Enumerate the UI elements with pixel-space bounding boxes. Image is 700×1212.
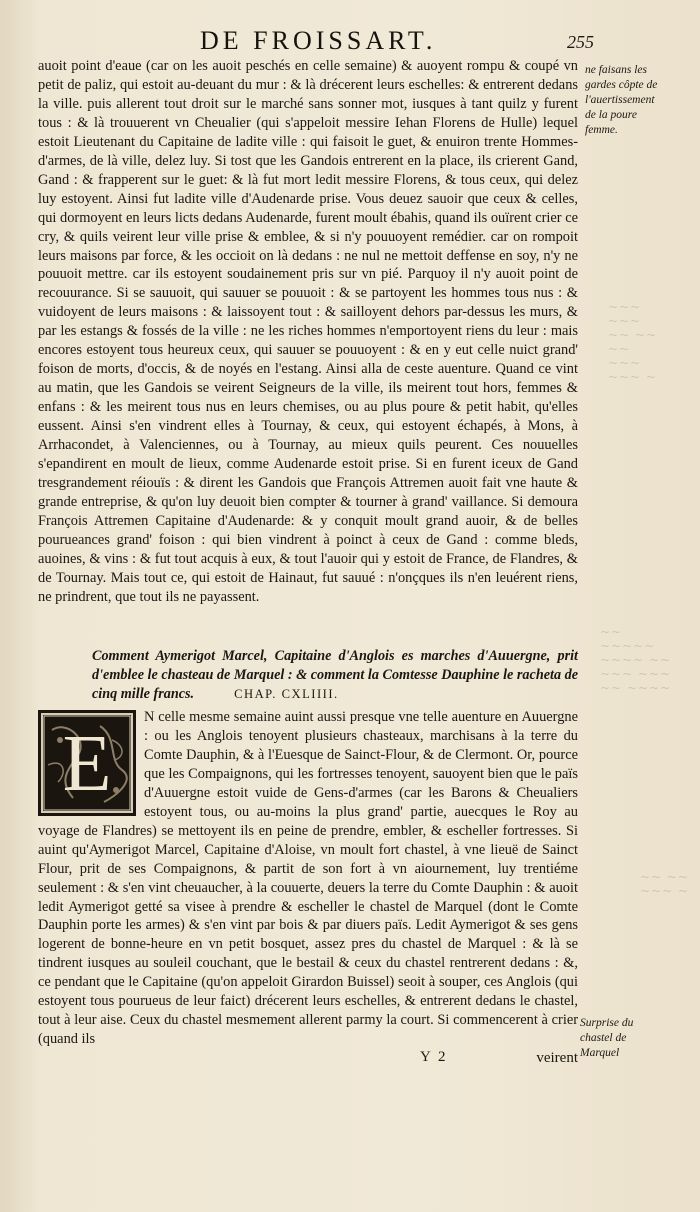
marginal-note (585, 63, 667, 138)
bleed-through-text: ~~~ ~~~ ~~ ~~ ~~ ~~~ ~~~ ~ (608, 300, 658, 384)
body-paragraph: auoit point d'eaue (car on les auoit peschés en celle semaine) & auoyent rompu & coupé vn petit de paliz, qui estoit au-deuant du mur : & là drécerent leurs eschelles: & entrerent dedans la ville. puis allerent tout droit sur le marché sans sonner mot, iusques à tant quilz y furent tous : & là trouuerent vn Cheualier (qui s'appeloit messire Iehan Florens de Hulle) lequel estoit Lieutenant du Capitaine de ladite ville : qui faisoit le guet, & enuiron trente Hommes-d'armes, de là ville, delez luy. Si tost que les Gandois entrerent en la place, ils crierent Gand, Gand : & frapperent sur le guet: & là fut mort ledit messire Florens, & tous ceux, qui delez luy estoyent. Ainsi fut ladite ville d'Audenarde prise. Vous deuez sauoir que ceux & celles, qui dormoyent en leurs licts dedans Audenarde, furent moult ébahis, quand ils ouïrent crier ce cry, & quils veirent leur ville prise & emblee, & si n'y pouuoyent remédier. car on rompoit leurs maisons par force, & les occioit on là dedans : ne nul ne mettoit deffense en soy, n'y ne pouuoit mettre. car ils estoyent soudainement pris sur vn pié. Parquoy il n'y auoit point de recouurance. Si se sauuoit, qui sauuer se pouuoit : & se partoyent les hommes tous nus : & vuidoyent de leurs maisons : & laissoyent tout : & sailloyent dehors par-dessus les murs, & par les estangs & fossés de la ville : ne les riches hommes n'emportoyent riens du leur : mais encores estoyent tous heureux ceux, qui sauuer se pouuoyent : & en y eut celle nuict grand' foison de morts, d'occis, & de noyés en l'estang. Ainsi alla de ceste auenture. Quand ce vint au matin, que les Gandois se veirent Seigneurs de la ville, ils meirent tout hors, femmes & enfans : & les meirent tous nus en leurs chemises, ou au plus poure & petit habit, qu'elles eussent. Ainsi s'en vindrent elles à Tournay, & ceux, qui estoyent échapés, à Mons, à Arrhacondet, à Valenciennes, ou à Tournay, au mieux quils peurent. Ces nouuelles s'epandirent en moult de lieux, comme Audenarde estoit prise. Si en furent iceux de Gand tresgrandement réiouïs : & dirent les Gandois que François Attremen auoit fait vne haute & grande entreprise, & qu'on luy deuoit bien compter & tourner à grand' vaillance. Si demoura François Attremen Capitaine d'Audenarde: & y conquit moult grand auoir, & de belles pourueances grand' foison : qui bien vindrent à poinct à ceux de Gand : comme bleds, auoines, & vins : & fut tout acquis à eux, & tout l'auoir qui y estoit de France, de Flandres, & de Tournay. Mais tout ce, qui estoit de Hainaut, fut sauué : n'onçques ils n'en leuérent riens, ne prindrent, que tout ils ne payassent. (38, 58, 578, 605)
marginal-note (580, 1016, 666, 1061)
chapter-title: Comment Aymerigot Marcel, Capitaine d'Anglois es marches d'Auuergne, prit d'emblee le chasteau de Marquel : & comment la Comtesse Dauphine le racheta de cinq mille francs. (92, 648, 578, 702)
chapter-paragraph: N celle mesme semaine auint aussi presque vne telle auenture en Auuergne : ou les Anglois tenoyent plusieurs chasteaux, marchisans à la terre du Comte Dauphin, & à l'Euesque de Sainct-Flour, & de Clermont. Or, pource que les Compaignons, qui les fortresses tenoyent, sauoyent bien que le païs d'Auuergne estoit vuide de Gens-d'armes (car les Barons & Cheualiers estoyent tous, ou au-moins la plus grand' partie, auecques le Roy au voyage de Flandres) se mettoyent ils en peine de prendre, embler, & escheller fortresses. Si auint qu'Aymerigot Marcel, Capitaine d'Aloise, vn moult fort chastel, à vne lieuë de Sainct Flour, prit de ses Compaignons, & partit de son fort à vn aiournement, luy trentiéme seulement : & s'en vint cheuaucher, à la couuerte, deuers la terre du Comte Dauphin : & auoit ledit Aymerigot getté sa visee à prendre & escheller le chastel de Marquel (dont le Comte Dauphin porte les armes) & s'en vint par bois & par diuers païs. Ledit Aymerigot & ses gens logerent de bonne-heure en vn petit bosquet, assez pres du chastel de Marquel : & là se tindrent iusques au souleil couchant, que le bestail & ceux du chastel rentrerent dedans : &, ce pendant que le Capitaine (qu'on appeloit Girardon Buissel) seoit à souper, ces Anglois (qui estoyent tous pourueus de leur faict) drécerent leurs eschelles, & entrerent dedans le chastel, tout à leur aise. Ceux du chastel mesmement allerent parmy la court. Si commencerent à crier (quand ils (38, 709, 578, 1048)
body-text (38, 57, 578, 607)
chapter-heading (92, 647, 578, 704)
page-number: 255 (567, 32, 594, 52)
signature-mark: Y 2 (420, 1049, 448, 1065)
running-title: DE FROISSART. (200, 26, 437, 55)
initial-letter: E (62, 720, 112, 808)
marginal-note-text: Surprise du chastel de Marquel (580, 1017, 634, 1059)
bleed-through-text: ~~ ~~~~~ ~~~~ ~~ ~~~ ~~~ ~~ ~~~~ (600, 625, 672, 695)
chapter-text (38, 708, 578, 1049)
chapter-number: CHAP. CXLIIII. (234, 687, 339, 701)
catchword: veirent (536, 1050, 578, 1066)
bleed-through-text: ~~ ~~ ~~~ ~ (640, 870, 690, 898)
marginal-note-text: ne faisans les gardes côpte de l'auertissement de la poure femme. (585, 64, 658, 136)
decorated-initial (38, 710, 136, 816)
